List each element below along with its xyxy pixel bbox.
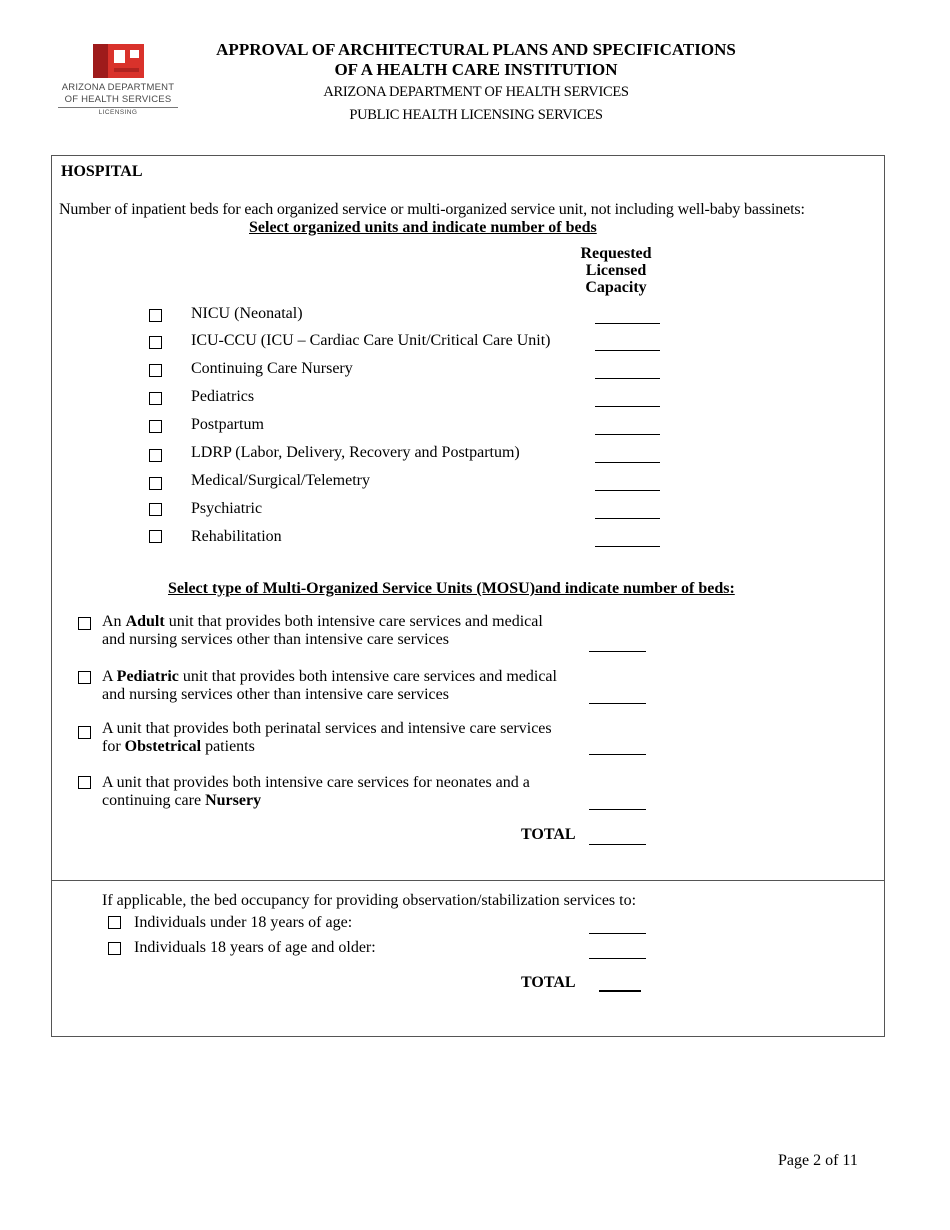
beds-intro: Number of inpatient beds for each organized service or multi-organized service unit, not including well-baby bassinets: bbox=[59, 201, 805, 218]
mosu-nursery-line-2: continuing care Nursery bbox=[102, 792, 262, 809]
logo-line-1: ARIZONA DEPARTMENT bbox=[61, 82, 175, 93]
unit-label: NICU (Neonatal) bbox=[191, 305, 303, 322]
mosu-checkbox-pediatric[interactable] bbox=[78, 671, 91, 684]
observation-checkbox-18-plus[interactable] bbox=[108, 942, 121, 955]
unit-checkbox[interactable] bbox=[149, 449, 162, 462]
unit-label: ICU-CCU (ICU – Cardiac Care Unit/Critical Care Unit) bbox=[191, 332, 551, 349]
adhs-logo-mark bbox=[56, 40, 180, 82]
page-number: Page 2 of 11 bbox=[778, 1152, 858, 1169]
unit-label: Medical/Surgical/Telemetry bbox=[191, 472, 370, 489]
unit-label: Continuing Care Nursery bbox=[191, 360, 353, 377]
mosu-adult-line-2: and nursing services other than intensive care services bbox=[102, 631, 449, 648]
unit-label: Rehabilitation bbox=[191, 528, 282, 545]
unit-label: Postpartum bbox=[191, 416, 264, 433]
mosu-pediatric-beds-input[interactable] bbox=[589, 685, 646, 704]
unit-capacity-input[interactable] bbox=[595, 501, 660, 519]
logo-line-3: LICENSING bbox=[98, 109, 138, 116]
unit-capacity-input[interactable] bbox=[595, 529, 660, 547]
unit-checkbox[interactable] bbox=[149, 392, 162, 405]
capacity-header-2: Licensed bbox=[585, 262, 647, 279]
select-units-heading: Select organized units and indicate number of beds bbox=[249, 219, 597, 236]
unit-checkbox[interactable] bbox=[149, 364, 162, 377]
unit-checkbox[interactable] bbox=[149, 503, 162, 516]
department-name: ARIZONA DEPARTMENT OF HEALTH SERVICES bbox=[323, 84, 629, 100]
unit-capacity-input[interactable] bbox=[595, 473, 660, 491]
mosu-obstetrical-line-2: for Obstetrical patients bbox=[102, 738, 255, 755]
unit-label: Pediatrics bbox=[191, 388, 255, 405]
unit-capacity-input[interactable] bbox=[595, 333, 660, 351]
unit-capacity-input[interactable] bbox=[595, 306, 660, 324]
capacity-header-1: Requested bbox=[580, 245, 652, 262]
mosu-obstetrical-line-1: A unit that provides both perinatal services and intensive care services bbox=[102, 720, 552, 737]
unit-label: LDRP (Labor, Delivery, Recovery and Postpartum) bbox=[191, 444, 520, 461]
observation-total-input[interactable] bbox=[599, 990, 641, 992]
mosu-pediatric-line-1: A Pediatric unit that provides both intensive care services and medical bbox=[102, 668, 557, 685]
observation-label-under-18: Individuals under 18 years of age: bbox=[134, 914, 353, 931]
observation-intro: If applicable, the bed occupancy for providing observation/stabilization services to: bbox=[102, 892, 637, 909]
unit-capacity-input[interactable] bbox=[595, 389, 660, 407]
form-title-line-2: OF A HEALTH CARE INSTITUTION bbox=[334, 60, 618, 79]
mosu-pediatric-line-2: and nursing services other than intensive care services bbox=[102, 686, 449, 703]
mosu-heading: Select type of Multi-Organized Service Units (MOSU)and indicate number of beds: bbox=[168, 580, 735, 597]
observation-label-18-plus: Individuals 18 years of age and older: bbox=[134, 939, 376, 956]
mosu-total-input[interactable] bbox=[589, 826, 646, 845]
mosu-total-label: TOTAL bbox=[521, 826, 576, 843]
unit-checkbox[interactable] bbox=[149, 530, 162, 543]
mosu-obstetrical-beds-input[interactable] bbox=[589, 736, 646, 755]
logo-line-2: OF HEALTH SERVICES bbox=[64, 94, 172, 105]
unit-checkbox[interactable] bbox=[149, 420, 162, 433]
form-title-line-1: APPROVAL OF ARCHITECTURAL PLANS AND SPECIFICATIONS bbox=[216, 40, 736, 59]
section-heading-hospital: HOSPITAL bbox=[61, 163, 143, 180]
mosu-checkbox-adult[interactable] bbox=[78, 617, 91, 630]
unit-capacity-input[interactable] bbox=[595, 361, 660, 379]
unit-checkbox[interactable] bbox=[149, 309, 162, 322]
mosu-checkbox-nursery[interactable] bbox=[78, 776, 91, 789]
unit-capacity-input[interactable] bbox=[595, 417, 660, 435]
mosu-checkbox-obstetrical[interactable] bbox=[78, 726, 91, 739]
mosu-nursery-beds-input[interactable] bbox=[589, 791, 646, 810]
unit-label: Psychiatric bbox=[191, 500, 263, 517]
observation-18-plus-input[interactable] bbox=[589, 940, 646, 959]
division-name: PUBLIC HEALTH LICENSING SERVICES bbox=[349, 107, 603, 123]
capacity-header-3: Capacity bbox=[585, 279, 647, 296]
observation-checkbox-under-18[interactable] bbox=[108, 916, 121, 929]
observation-under-18-input[interactable] bbox=[589, 915, 646, 934]
mosu-adult-beds-input[interactable] bbox=[589, 633, 646, 652]
unit-checkbox[interactable] bbox=[149, 336, 162, 349]
unit-checkbox[interactable] bbox=[149, 477, 162, 490]
observation-total-label: TOTAL bbox=[521, 974, 576, 991]
mosu-nursery-line-1: A unit that provides both intensive care services for neonates and a bbox=[102, 774, 530, 791]
unit-capacity-input[interactable] bbox=[595, 445, 660, 463]
logo-divider bbox=[58, 107, 178, 108]
adhs-logo bbox=[56, 40, 180, 120]
mosu-adult-line-1: An Adult unit that provides both intensive care services and medical bbox=[102, 613, 543, 630]
hospital-section bbox=[51, 155, 885, 881]
